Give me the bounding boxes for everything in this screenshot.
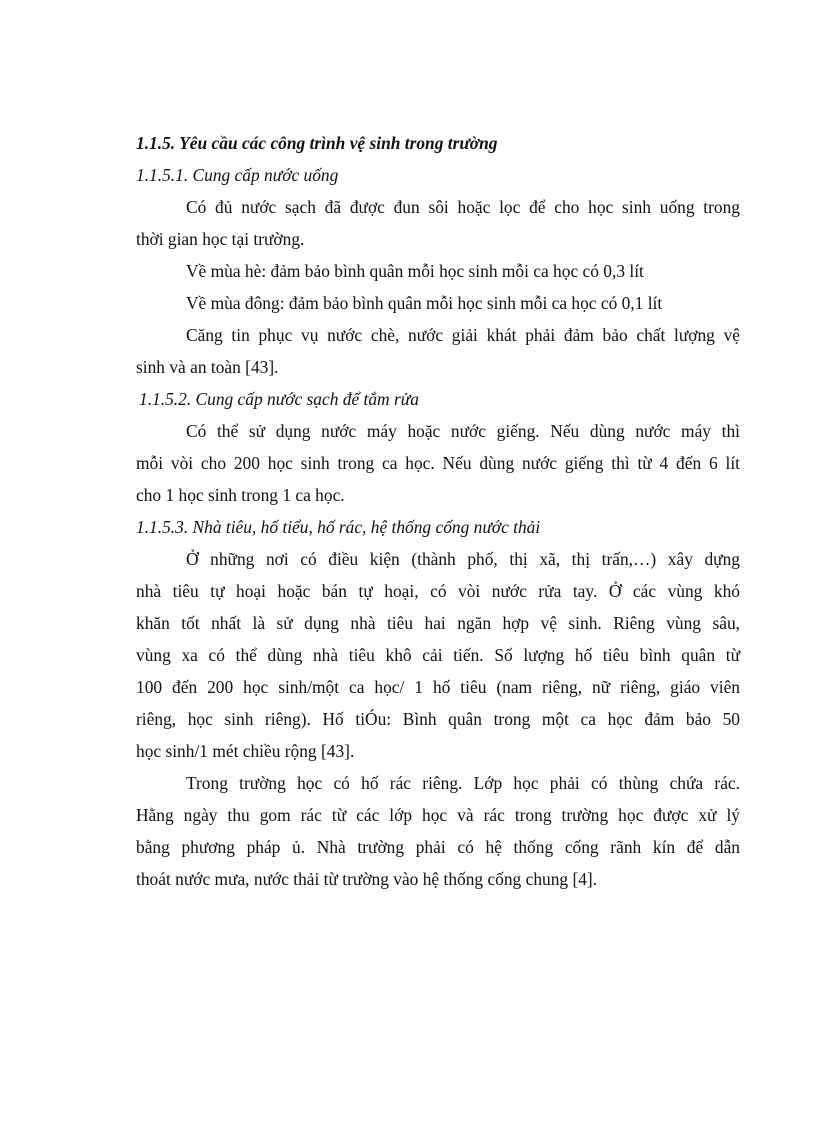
paragraph-line: vùng xa có thể dùng nhà tiêu khô cải tiến. Số lượng hố tiêu bình quân từ bbox=[136, 645, 740, 665]
paragraph-line: Hằng ngày thu gom rác từ các lớp học và rác trong trường học được xử lý bbox=[136, 805, 740, 825]
subsection-heading-2: 1.1.5.2. Cung cấp nước sạch để tắm rửa bbox=[139, 389, 419, 409]
document-page bbox=[136, 128, 740, 895]
paragraph-line: bằng phương pháp ủ. Nhà trường phải có hệ thống cống rãnh kín để dẫn bbox=[136, 837, 740, 857]
paragraph-line: Về mùa hè: đảm bảo bình quân mỗi học sinh mỗi ca học có 0,3 lít bbox=[186, 261, 644, 281]
paragraph-line: Căng tin phục vụ nước chè, nước giải khát phải đảm bảo chất lượng vệ bbox=[186, 325, 740, 345]
paragraph-line: mỗi vòi cho 200 học sinh trong ca học. Nếu dùng nước giếng thì từ 4 đến 6 lít bbox=[136, 453, 740, 473]
paragraph-line: 100 đến 200 học sinh/một ca học/ 1 hố tiêu (nam riêng, nữ riêng, giáo viên bbox=[136, 677, 740, 697]
paragraph-line: Ở những nơi có điều kiện (thành phố, thị xã, thị trấn,…) xây dựng bbox=[186, 549, 740, 569]
paragraph-line: khăn tốt nhất là sử dụng nhà tiêu hai ngăn hợp vệ sinh. Riêng vùng sâu, bbox=[136, 613, 740, 633]
paragraph-line: Có đủ nước sạch đã được đun sôi hoặc lọc để cho học sinh uống trong bbox=[186, 197, 740, 217]
section-heading: 1.1.5. Yêu cầu các công trình vệ sinh trong trường bbox=[136, 133, 498, 153]
paragraph-line: thoát nước mưa, nước thải từ trường vào hệ thống cống chung [4]. bbox=[136, 869, 598, 889]
paragraph-line: riêng, học sinh riêng). Hố tiÓu: Bình quân trong một ca học đảm bảo 50 bbox=[136, 709, 740, 729]
paragraph-line: Về mùa đông: đảm bảo bình quân mỗi học sinh mỗi ca học có 0,1 lít bbox=[186, 293, 663, 313]
paragraph-line: Trong trường học có hố rác riêng. Lớp học phải có thùng chứa rác. bbox=[186, 773, 740, 793]
paragraph-line: học sinh/1 mét chiều rộng [43]. bbox=[136, 741, 355, 761]
paragraph-line: nhà tiêu tự hoại hoặc bán tự hoại, có vòi nước rửa tay. Ở các vùng khó bbox=[136, 581, 740, 601]
subsection-heading-1: 1.1.5.1. Cung cấp nước uống bbox=[136, 165, 339, 185]
paragraph-line: thời gian học tại trường. bbox=[136, 229, 305, 249]
subsection-heading-3: 1.1.5.3. Nhà tiêu, hố tiểu, hố rác, hệ thống cống nước thải bbox=[136, 517, 541, 537]
paragraph-line: Có thể sử dụng nước máy hoặc nước giếng. Nếu dùng nước máy thì bbox=[186, 421, 740, 441]
paragraph-line: cho 1 học sinh trong 1 ca học. bbox=[136, 485, 345, 505]
paragraph-line: sinh và an toàn [43]. bbox=[136, 357, 279, 377]
